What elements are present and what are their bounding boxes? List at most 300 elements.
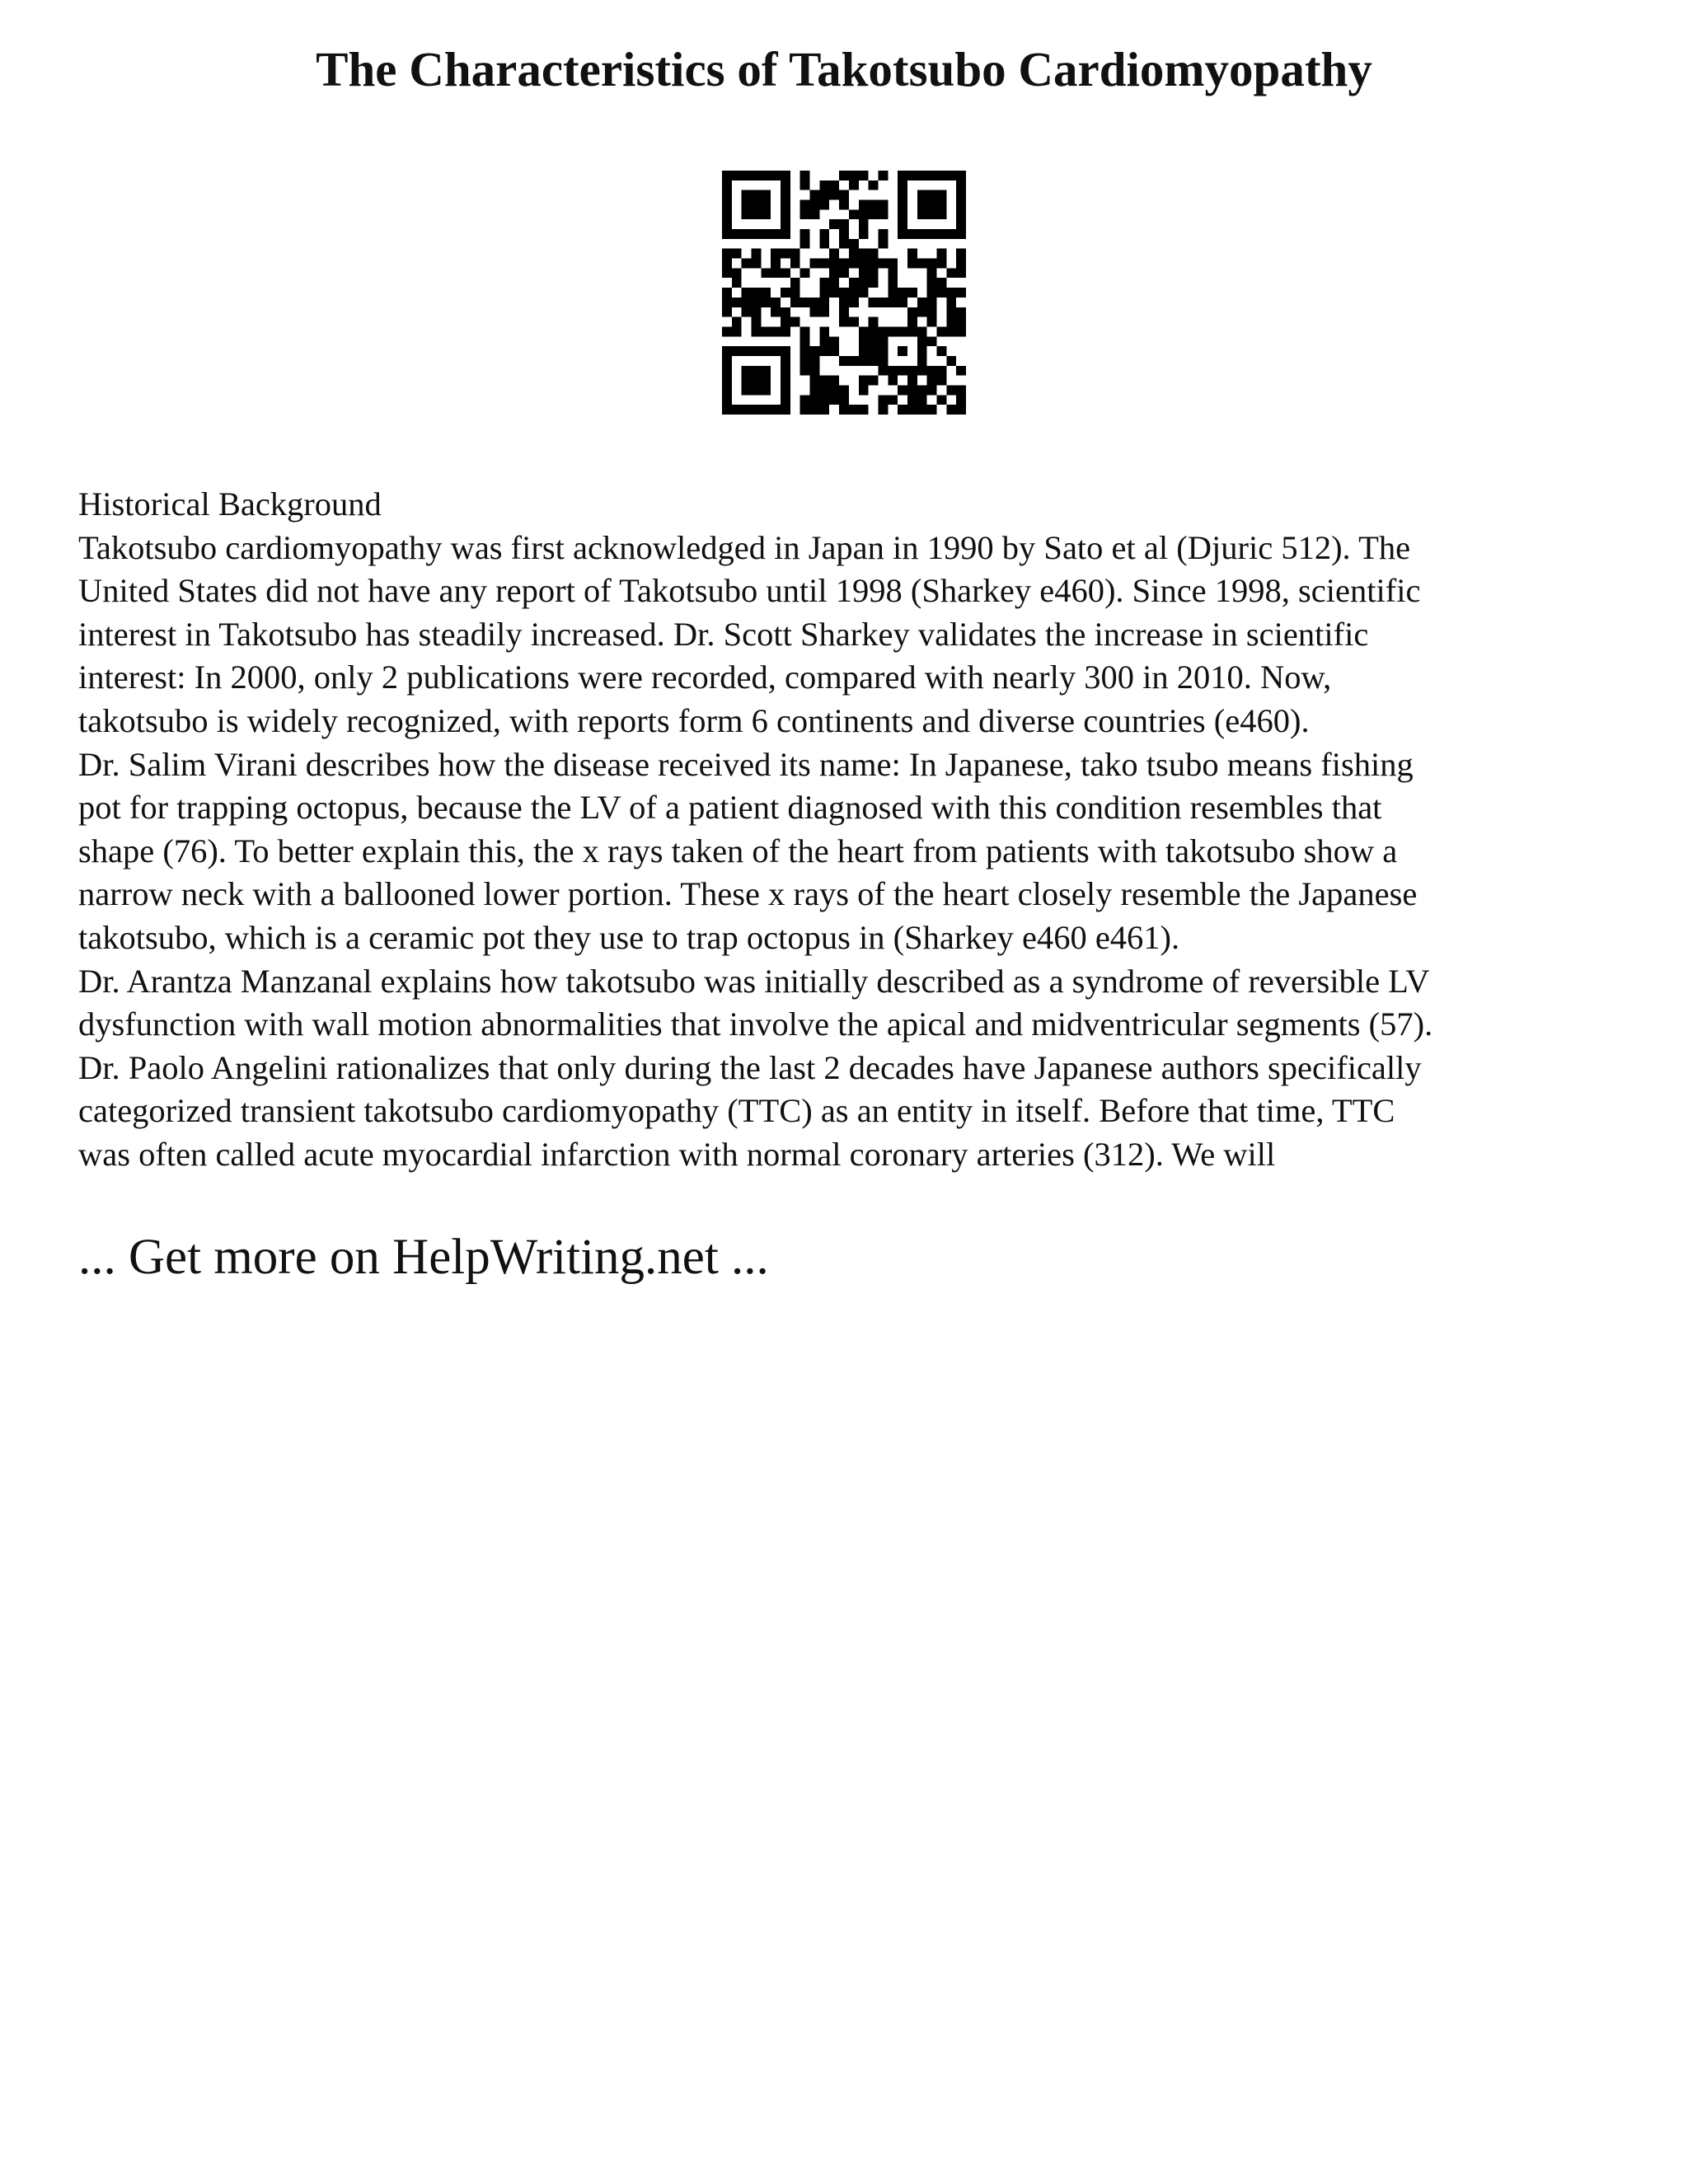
- qr-module: [800, 405, 810, 415]
- qr-module: [869, 180, 879, 190]
- qr-module: [800, 268, 810, 278]
- qr-module: [927, 376, 937, 386]
- qr-module: [859, 288, 869, 298]
- qr-module: [761, 190, 771, 200]
- qr-module: [869, 356, 879, 366]
- qr-module: [878, 239, 888, 249]
- qr-module: [878, 171, 888, 180]
- qr-module: [839, 298, 849, 307]
- qr-module: [859, 268, 869, 278]
- qr-module: [829, 259, 839, 269]
- qr-module: [781, 200, 790, 210]
- qr-module: [800, 298, 810, 307]
- qr-module: [742, 346, 752, 356]
- qr-module: [927, 229, 937, 239]
- qr-module: [917, 356, 927, 366]
- qr-module: [839, 288, 849, 298]
- qr-module: [898, 288, 907, 298]
- qr-module: [946, 288, 956, 298]
- body-line: dysfunction with wall motion abnormalities that involve the apical and midventricular segments (57).: [78, 1005, 1433, 1043]
- qr-module: [956, 307, 966, 317]
- qr-module: [849, 259, 859, 269]
- qr-module: [839, 239, 849, 249]
- qr-module: [936, 190, 946, 200]
- qr-module: [859, 209, 869, 219]
- qr-code-graphic: [722, 171, 966, 415]
- qr-module: [956, 385, 966, 395]
- qr-module: [859, 376, 869, 386]
- qr-module: [771, 326, 781, 336]
- qr-module: [936, 209, 946, 219]
- qr-module: [752, 209, 762, 219]
- qr-module: [810, 307, 820, 317]
- qr-module: [917, 307, 927, 317]
- qr-module: [829, 288, 839, 298]
- qr-module: [869, 249, 879, 259]
- qr-module: [752, 307, 762, 317]
- qr-module: [742, 190, 752, 200]
- body-line: was often called acute myocardial infarction with normal coronary arteries (312). We will: [78, 1135, 1276, 1173]
- qr-module: [722, 171, 732, 180]
- qr-module: [722, 298, 732, 307]
- qr-module: [927, 190, 937, 200]
- qr-module: [781, 376, 790, 386]
- qr-module: [790, 278, 800, 288]
- qr-module: [742, 376, 752, 386]
- qr-module: [898, 171, 907, 180]
- qr-module: [936, 259, 946, 269]
- qr-module: [781, 307, 790, 317]
- qr-module: [829, 219, 839, 229]
- qr-module: [819, 336, 829, 346]
- qr-module: [810, 259, 820, 269]
- qr-module: [936, 278, 946, 288]
- qr-module: [752, 385, 762, 395]
- qr-module: [917, 405, 927, 415]
- qr-module: [898, 385, 907, 395]
- qr-module: [839, 268, 849, 278]
- qr-module: [752, 190, 762, 200]
- qr-module: [722, 200, 732, 210]
- qr-module: [752, 326, 762, 336]
- qr-module: [898, 209, 907, 219]
- qr-module: [819, 239, 829, 249]
- qr-module: [927, 259, 937, 269]
- qr-module: [800, 200, 810, 210]
- qr-module: [771, 249, 781, 259]
- qr-module: [907, 326, 917, 336]
- qr-module: [722, 190, 732, 200]
- qr-module: [869, 298, 879, 307]
- qr-module: [810, 190, 820, 200]
- qr-module: [819, 190, 829, 200]
- qr-module: [761, 268, 771, 278]
- qr-module: [732, 171, 742, 180]
- qr-module: [956, 405, 966, 415]
- qr-module: [800, 239, 810, 249]
- qr-module: [859, 356, 869, 366]
- qr-module: [722, 249, 732, 259]
- qr-module: [888, 268, 898, 278]
- qr-module: [849, 405, 859, 415]
- qr-module: [781, 288, 790, 298]
- qr-module: [722, 209, 732, 219]
- qr-module: [722, 259, 732, 269]
- qr-module: [752, 346, 762, 356]
- qr-module: [907, 229, 917, 239]
- qr-module: [829, 268, 839, 278]
- qr-module: [878, 346, 888, 356]
- qr-module: [898, 180, 907, 190]
- qr-module: [722, 385, 732, 395]
- qr-module: [859, 405, 869, 415]
- qr-module: [849, 317, 859, 327]
- qr-module: [927, 298, 937, 307]
- body-line: shape (76). To better explain this, the x rays taken of the heart from patients with takotsubo show a: [78, 832, 1398, 869]
- qr-module: [888, 288, 898, 298]
- qr-module: [898, 200, 907, 210]
- qr-module: [742, 385, 752, 395]
- qr-module: [781, 356, 790, 366]
- qr-module: [839, 307, 849, 317]
- qr-module: [839, 395, 849, 405]
- qr-module: [956, 249, 966, 259]
- qr-module: [742, 259, 752, 269]
- qr-module: [771, 298, 781, 307]
- qr-module: [829, 336, 839, 346]
- qr-module: [936, 229, 946, 239]
- qr-module: [839, 385, 849, 395]
- qr-module: [907, 259, 917, 269]
- qr-module: [849, 171, 859, 180]
- qr-module: [810, 356, 820, 366]
- qr-module: [898, 298, 907, 307]
- qr-module: [849, 278, 859, 288]
- qr-module: [752, 298, 762, 307]
- qr-module: [771, 229, 781, 239]
- qr-module: [819, 229, 829, 239]
- body-line: Takotsubo cardiomyopathy was first acknowledged in Japan in 1990 by Sato et al (Djuric 512). The: [78, 528, 1411, 566]
- get-more-link[interactable]: ... Get more on HelpWriting.net ...: [78, 1230, 769, 1285]
- body-line: Dr. Paolo Angelini rationalizes that only during the last 2 decades have Japanese authors specifically: [78, 1048, 1422, 1086]
- qr-module: [742, 307, 752, 317]
- qr-module: [810, 405, 820, 415]
- qr-module: [829, 395, 839, 405]
- qr-module: [927, 336, 937, 346]
- qr-module: [722, 346, 732, 356]
- qr-module: [742, 298, 752, 307]
- qr-module: [800, 180, 810, 190]
- qr-module: [819, 200, 829, 210]
- qr-module: [936, 200, 946, 210]
- qr-module: [878, 395, 888, 405]
- qr-module: [936, 366, 946, 376]
- qr-module: [742, 405, 752, 415]
- qr-module: [761, 376, 771, 386]
- qr-module: [956, 326, 966, 336]
- qr-module: [839, 317, 849, 327]
- qr-module: [927, 268, 937, 278]
- qr-module: [752, 249, 762, 259]
- qr-module: [732, 326, 742, 336]
- qr-module: [771, 259, 781, 269]
- qr-module: [907, 385, 917, 395]
- qr-module: [761, 326, 771, 336]
- qr-module: [917, 200, 927, 210]
- qr-module: [898, 326, 907, 336]
- qr-module: [878, 229, 888, 239]
- qr-module: [888, 259, 898, 269]
- qr-module: [907, 288, 917, 298]
- qr-module: [800, 395, 810, 405]
- qr-module: [761, 298, 771, 307]
- qr-module: [907, 395, 917, 405]
- qr-module: [819, 288, 829, 298]
- qr-module: [946, 298, 956, 307]
- qr-module: [722, 268, 732, 278]
- qr-module: [771, 405, 781, 415]
- qr-module: [722, 307, 732, 317]
- qr-module: [917, 298, 927, 307]
- qr-module: [878, 326, 888, 336]
- qr-module: [722, 326, 732, 336]
- qr-module: [722, 395, 732, 405]
- body-line: narrow neck with a ballooned lower portion. These x rays of the heart closely resemble the Japanese: [78, 875, 1418, 913]
- qr-module: [800, 346, 810, 356]
- qr-module: [819, 307, 829, 317]
- qr-module: [907, 171, 917, 180]
- qr-module: [771, 171, 781, 180]
- qr-module: [732, 298, 742, 307]
- qr-module: [800, 229, 810, 239]
- qr-module: [859, 259, 869, 269]
- qr-module: [936, 376, 946, 386]
- qr-module: [781, 366, 790, 376]
- qr-module: [878, 366, 888, 376]
- qr-module: [761, 209, 771, 219]
- qr-module: [732, 268, 742, 278]
- qr-module: [869, 317, 879, 327]
- qr-module: [898, 229, 907, 239]
- qr-module: [898, 219, 907, 229]
- qr-module: [839, 405, 849, 415]
- body-line: Dr. Arantza Manzanal explains how takotsubo was initially described as a syndrome of reversible LV: [78, 962, 1430, 1000]
- qr-module: [936, 171, 946, 180]
- qr-module: [810, 366, 820, 376]
- qr-module: [898, 405, 907, 415]
- qr-module: [761, 385, 771, 395]
- qr-module: [869, 209, 879, 219]
- qr-module: [752, 405, 762, 415]
- qr-module: [761, 366, 771, 376]
- qr-module: [819, 259, 829, 269]
- qr-module: [956, 190, 966, 200]
- qr-module: [829, 346, 839, 356]
- qr-module: [849, 180, 859, 190]
- qr-module: [761, 288, 771, 298]
- qr-module: [917, 385, 927, 395]
- qr-module: [946, 326, 956, 336]
- qr-module: [927, 278, 937, 288]
- qr-module: [859, 171, 869, 180]
- qr-module: [829, 180, 839, 190]
- qr-module: [752, 171, 762, 180]
- qr-module: [829, 278, 839, 288]
- qr-module: [849, 249, 859, 259]
- qr-module: [869, 346, 879, 356]
- qr-module: [859, 278, 869, 288]
- qr-module: [781, 326, 790, 336]
- qr-module: [829, 385, 839, 395]
- qr-module: [800, 326, 810, 336]
- qr-module: [956, 268, 966, 278]
- qr-module: [781, 249, 790, 259]
- qr-module: [917, 346, 927, 356]
- qr-module: [839, 171, 849, 180]
- qr-module: [869, 326, 879, 336]
- qr-module: [732, 346, 742, 356]
- qr-module: [722, 288, 732, 298]
- qr-module: [790, 317, 800, 327]
- qr-module: [946, 385, 956, 395]
- qr-module: [742, 229, 752, 239]
- qr-module: [829, 249, 839, 259]
- qr-module: [859, 249, 869, 259]
- qr-module: [946, 171, 956, 180]
- qr-module: [869, 200, 879, 210]
- qr-module: [946, 405, 956, 415]
- qr-module: [946, 307, 956, 317]
- qr-module: [936, 326, 946, 336]
- article-body: [78, 483, 1644, 1177]
- qr-module: [819, 405, 829, 415]
- qr-module: [722, 376, 732, 386]
- qr-module: [878, 336, 888, 346]
- qr-module: [956, 366, 966, 376]
- qr-module: [781, 190, 790, 200]
- body-line: United States did not have any report of Takotsubo until 1998 (Sharkey e460). Since 1998, scientific: [78, 572, 1421, 610]
- qr-module: [722, 229, 732, 239]
- qr-module: [859, 229, 869, 239]
- qr-module: [898, 366, 907, 376]
- qr-module: [732, 249, 742, 259]
- qr-module: [946, 317, 956, 327]
- qr-module: [732, 278, 742, 288]
- qr-module: [888, 278, 898, 288]
- qr-module: [742, 366, 752, 376]
- qr-module: [810, 376, 820, 386]
- qr-module: [819, 180, 829, 190]
- qr-module: [771, 307, 781, 317]
- qr-module: [898, 190, 907, 200]
- qr-module: [878, 298, 888, 307]
- qr-module: [956, 200, 966, 210]
- qr-module: [722, 405, 732, 415]
- qr-module: [936, 249, 946, 259]
- qr-module: [869, 336, 879, 346]
- qr-module: [781, 180, 790, 190]
- qr-module: [927, 385, 937, 395]
- page-title: The Characteristics of Takotsubo Cardiomyopathy: [316, 42, 1372, 96]
- qr-module: [946, 229, 956, 239]
- qr-module: [839, 219, 849, 229]
- qr-module: [761, 200, 771, 210]
- qr-module: [888, 376, 898, 386]
- qr-module: [732, 405, 742, 415]
- qr-module: [781, 209, 790, 219]
- qr-module: [752, 376, 762, 386]
- qr-module: [878, 356, 888, 366]
- qr-module: [810, 209, 820, 219]
- qr-module: [907, 307, 917, 317]
- qr-module: [810, 346, 820, 356]
- qr-module: [936, 395, 946, 405]
- body-line: takotsubo is widely recognized, with reports form 6 continents and diverse countries (e460).: [78, 701, 1310, 739]
- qr-code-icon: [722, 171, 966, 415]
- qr-module: [849, 239, 859, 249]
- qr-module: [859, 336, 869, 346]
- qr-module: [888, 326, 898, 336]
- qr-module: [800, 356, 810, 366]
- qr-module: [859, 200, 869, 210]
- qr-module: [761, 346, 771, 356]
- qr-module: [907, 376, 917, 386]
- qr-module: [869, 259, 879, 269]
- qr-module: [819, 395, 829, 405]
- qr-module: [927, 405, 937, 415]
- qr-module: [829, 190, 839, 200]
- qr-module: [800, 336, 810, 346]
- qr-module: [722, 219, 732, 229]
- body-line: pot for trapping octopus, because the LV of a patient diagnosed with this condition resembles that: [78, 789, 1382, 827]
- qr-module: [819, 376, 829, 386]
- qr-module: [839, 200, 849, 210]
- qr-module: [956, 395, 966, 405]
- qr-module: [956, 219, 966, 229]
- qr-module: [849, 298, 859, 307]
- qr-module: [752, 366, 762, 376]
- body-line: takotsubo, which is a ceramic pot they use to trap octopus in (Sharkey e460 e461).: [78, 918, 1180, 956]
- qr-module: [752, 259, 762, 269]
- qr-module: [956, 317, 966, 327]
- qr-module: [722, 356, 732, 366]
- qr-module: [771, 346, 781, 356]
- qr-module: [790, 259, 800, 269]
- qr-module: [819, 326, 829, 336]
- qr-module: [761, 171, 771, 180]
- body-line: interest in Takotsubo has steadily increased. Dr. Scott Sharkey validates the increase in scientific: [78, 615, 1369, 653]
- qr-module: [927, 171, 937, 180]
- qr-module: [781, 229, 790, 239]
- qr-module: [917, 209, 927, 219]
- qr-module: [819, 346, 829, 356]
- qr-module: [907, 317, 917, 327]
- qr-module: [839, 229, 849, 239]
- qr-module: [917, 336, 927, 346]
- qr-module: [917, 171, 927, 180]
- qr-module: [819, 298, 829, 307]
- qr-module: [927, 307, 937, 317]
- qr-module: [810, 395, 820, 405]
- qr-module: [927, 200, 937, 210]
- qr-module: [790, 288, 800, 298]
- qr-module: [907, 249, 917, 259]
- qr-module: [781, 268, 790, 278]
- qr-module: [810, 200, 820, 210]
- qr-module: [781, 405, 790, 415]
- qr-module: [752, 288, 762, 298]
- section-heading: Historical Background: [78, 485, 382, 523]
